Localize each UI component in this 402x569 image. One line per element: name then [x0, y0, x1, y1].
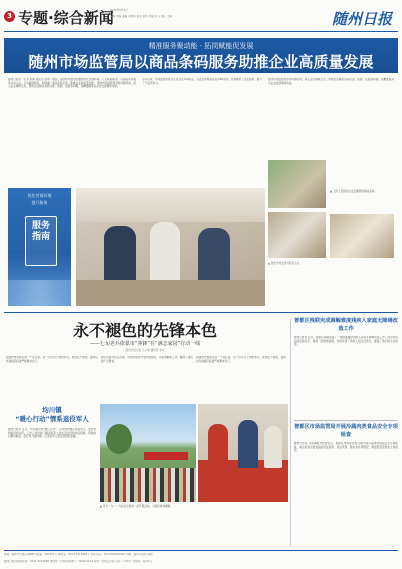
- photo-volunteer-2: [238, 420, 258, 468]
- lead-photo-main: [76, 188, 265, 306]
- right-divider: [294, 420, 398, 421]
- lead-body-col2: [142, 78, 262, 182]
- side-story-body: 随州日报讯 近日，均川镇开展“暖心行动”，走访慰问辖区退役军人，送去党和政府的关怀。工作人员详细了解退役军人的生活状况和实际困难，帮助他们解决就业、医疗等方面问题，让退役军人感受到组织温暖。: [8, 428, 96, 439]
- right-story2-headline: 曾都区市场监管局开展冷蔬肉类食品安全专项检查: [294, 424, 398, 438]
- promo-building-shape: [8, 280, 71, 306]
- lead-photo-small-2: [268, 212, 326, 258]
- feature-para-1b: 在随州市曾都区的一个社区里，有一位年过七旬的老兵，他退伍不褪色，始终以先锋模范标准严格要求自己。: [196, 356, 286, 363]
- footer-line-2: 随州日报社新闻热线：0722-3213688 国内统一连续出版物号：CN42-0123 每周一至周五出版 定价：1.00元 零售价：每份1元: [4, 560, 153, 563]
- footer-rule: [4, 550, 398, 551]
- lead-para-3: 今年以来，市场监管局累计走访企业120余家，为企业办理条码业务80余件，有效降低了企业成本，提升了产品竞争力。: [142, 78, 262, 85]
- lead-headline-banner: [4, 38, 398, 73]
- feature-body-col2: [101, 356, 193, 402]
- promo-caption: ▲ 随州市场监管局服务企业: [268, 262, 300, 265]
- lead-para-1b: 随州市场监管局坚持问题导向，深入企业调研走访，帮助企业解决条码注册、续展、变更等问题，以精准服务为企业发展增添动能。: [268, 78, 394, 85]
- photo-people-row: [100, 468, 196, 502]
- photo-volunteer-3: [264, 426, 282, 468]
- lead-photo-caption: ▲ 工作人员指导企业正确使用商品条码。: [330, 190, 377, 193]
- date-line: 2023年6月1日: [110, 9, 128, 12]
- promo-box: [25, 216, 57, 266]
- right-story1-headline: 曾都区残联完成调解难度残疾人家庭无障碍改造工作: [294, 318, 398, 332]
- feature-para-1: 在随州市曾都区的一个社区里，有一位年过七旬的老兵，他退伍不褪色，始终以先锋模范标准严格要求自己。: [6, 356, 98, 363]
- feature-headline: 永不褪色的先锋本色: [72, 321, 217, 340]
- feature-subheadline: ——七旬老兵依靠市“冲锋”在“满志家园”行动一线: [89, 341, 201, 347]
- lead-body-col3: [268, 78, 394, 156]
- feature-body-col3: [196, 356, 286, 402]
- column-rule-right: [290, 318, 291, 546]
- footer-line-1: 地址：随州市交通大道88号 邮编：441300 订阅电话：0722-3313868 广告许可证：4213004000001 印刷：随州日报社印刷厂: [4, 553, 155, 556]
- photo-banner-red: [144, 452, 188, 460]
- feature-photo-caption: ▲ 老兵（左一）与社区志愿者一起开展活动，为居民排忧解难。: [100, 505, 173, 508]
- right-story2-body: 随州日报讯 为保障群众饮食安全，曾都区市场监管局近期开展冷蔬肉类食品安全专项检查，重点检查冷链食品的进货查验、索证索票、储存条件等情况，督促经营者落实主体责任。: [294, 442, 398, 453]
- right-story1-body: 随州日报讯 近日，曾都区残联完成了一批困难重度残疾人家庭无障碍改造工作。改造内容包括安装扶手、坡道、防滑地面等，切实改善了残疾人的生活条件，提高了他们的生活质量。: [294, 336, 398, 347]
- section-label: 专题·综合新闻: [18, 9, 114, 27]
- promo-middle-text: 提升服务: [31, 200, 48, 205]
- lead-photo-small-1: [268, 160, 326, 208]
- lead-headline: 随州市场监管局以商品条码服务助推企业高质量发展: [28, 53, 374, 71]
- feature-photo-crowd: [100, 404, 196, 502]
- editor-line: 编辑 刘海 美编 李晓东 校对 黄伟 排版 张飞 责任 王海: [110, 15, 172, 18]
- lead-photo-small-3: [330, 214, 394, 258]
- promo-top-text: 优化营商环境: [27, 193, 52, 198]
- paper-name-logo: 随州日报: [332, 10, 393, 28]
- photo-counter: [76, 280, 265, 306]
- masthead-rule: [4, 31, 398, 32]
- lead-kicker: 精准服务聚动能 · 拓岗赋能促发展: [148, 42, 254, 50]
- side-story-headline: 均川镇 “暖心行动”情系退役军人: [15, 406, 89, 423]
- section-divider: [4, 312, 398, 313]
- lead-para-1: 随州日报讯（记者 刘海 通讯员 张明）据悉，随州市场监管局聚焦优化营商环境，立足职能职责，以商品条码服务为切入点，主动靠前服务，积极推广商品条码应用，助推企业高质量发展。: [8, 78, 136, 85]
- photo-shelf: [76, 188, 265, 222]
- feature-byline: 随州日报记者 王小明 通讯员 李华: [125, 349, 165, 352]
- masthead: [0, 0, 402, 36]
- feature-body-col1: [6, 356, 98, 402]
- feature-para-2: 他主动参与社区治理，带领志愿者开展环境整治、邻里调解等工作，赢得了居民的广泛赞誉。: [101, 356, 193, 363]
- page-number-badge: 3: [4, 11, 15, 22]
- promo-graphic: [8, 188, 71, 306]
- photo-volunteer-1: [208, 424, 228, 468]
- feature-photo-table: [198, 404, 288, 502]
- lead-body-col1: [8, 78, 136, 182]
- promo-box-text: 服务指南: [32, 221, 51, 242]
- lead-para-2: 随州市场监管局坚持问题导向，深入企业调研走访，帮助企业解决条码注册、续展、变更等问题，以精准服务为企业发展增添动能。: [8, 81, 136, 89]
- photo-tree: [106, 424, 132, 454]
